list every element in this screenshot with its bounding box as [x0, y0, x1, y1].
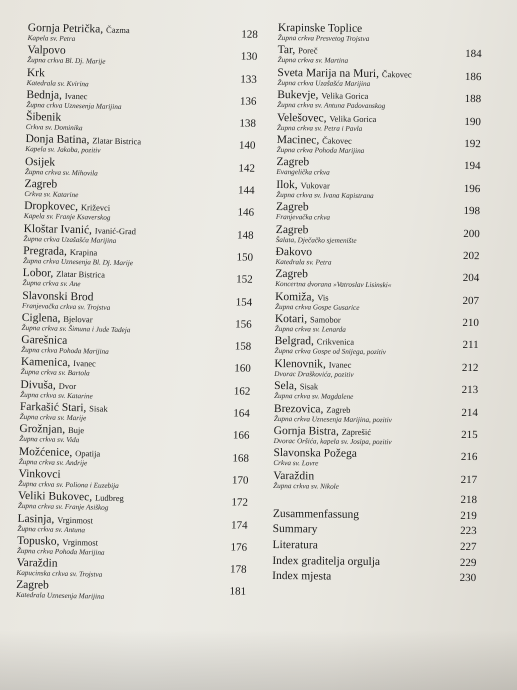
- entry-place: Sisak: [89, 403, 108, 414]
- entry-subtitle: Župna crkva sv. Bartola: [20, 368, 90, 378]
- title-separator: ,: [58, 89, 65, 102]
- entry-subtitle: Župna crkva sv. Marije: [19, 412, 87, 423]
- entry-subtitle: Župna crkva Uzašašća Marijina: [277, 78, 371, 88]
- entry-subtitle: Franjevačka crkva: [275, 213, 331, 222]
- entry-subtitle: Župna crkva sv. Mihovila: [24, 167, 98, 178]
- right-column: [272, 22, 506, 588]
- right-entry: [278, 44, 506, 69]
- entry-place: Bjelovar: [63, 313, 93, 325]
- page-number: 215: [461, 428, 478, 442]
- page-number: 217: [460, 473, 478, 486]
- entry-subtitle: Župna crkva sv. Martina: [277, 56, 349, 66]
- entry-place: Samobor: [309, 314, 341, 325]
- entry-place: Zlatar Bistrica: [92, 135, 142, 147]
- entry-title-text: Topusko: [17, 534, 57, 548]
- right-entry: [274, 358, 502, 383]
- right-entry: [277, 112, 505, 137]
- page-number: 170: [231, 474, 249, 487]
- entry-place: Čazma: [106, 24, 130, 36]
- entry-title-text: Vinkovci: [18, 467, 61, 481]
- entry-title-text: Bukevje: [277, 89, 316, 102]
- entry-subtitle: Župna crkva sv. Andrije: [18, 457, 88, 467]
- entry-title: Index mjesta: [272, 570, 332, 583]
- page-number: 174: [230, 518, 248, 532]
- right-entry: [276, 201, 504, 226]
- entry-subtitle: Župna crkva Uzašašća Marijina: [23, 234, 117, 245]
- entry-place: Križevci: [80, 202, 111, 214]
- entry-title-text: Veliki Bukovec: [17, 490, 90, 504]
- entry-subtitle: Župna crkva sv. Magdalene: [274, 392, 354, 402]
- entry-subtitle: Župna crkva sv. Šimuna i Jude Tadeja: [21, 323, 131, 335]
- entry-subtitle: Župna crkva sv. Franje Asiškog: [17, 502, 109, 513]
- page-number: 188: [464, 93, 482, 106]
- entry-subtitle: Dvorac Draškovića, pozitiv: [274, 369, 354, 379]
- title-separator: ,: [62, 424, 69, 437]
- entry-title-text: Varaždin: [16, 557, 58, 570]
- page-number: 196: [463, 182, 481, 195]
- page-number: 198: [463, 205, 481, 218]
- entry-place: Ivanec: [73, 358, 96, 369]
- entry-title-text: Zagreb: [275, 268, 308, 281]
- entry-subtitle: Franjevačka crkva sv. Trojstva: [21, 301, 111, 312]
- entry-subtitle: Župna crkva Uznesenja Marijina, pozitiv: [273, 414, 392, 424]
- title-separator: ,: [89, 223, 96, 237]
- entry-title: Zusammenfassung: [272, 507, 360, 521]
- entry-place: Krapina: [69, 246, 98, 258]
- entry-subtitle: Župna crkva Gospe Gusarice: [274, 302, 360, 312]
- entry-subtitle: Župna crkva sv. Lenarda: [274, 325, 346, 334]
- page-number: 184: [465, 48, 482, 61]
- title-separator: ,: [83, 402, 90, 415]
- entry-title-text: Tar: [277, 44, 293, 57]
- page-number: 227: [459, 540, 477, 554]
- page-number: 200: [463, 227, 480, 240]
- title-separator: ,: [51, 513, 58, 526]
- right-entry: [274, 380, 502, 405]
- title-separator: ,: [86, 134, 93, 147]
- right-entry: [278, 22, 506, 47]
- page-number: 190: [464, 115, 482, 128]
- entry-title: Literatura: [272, 538, 318, 552]
- entry-subtitle: Župna crkva Pohoda Marijina: [276, 145, 365, 155]
- title-separator: ,: [56, 535, 63, 548]
- entry-title-text: Gornja Bistra: [273, 425, 337, 438]
- page-number: 223: [460, 525, 477, 538]
- page-number: 154: [235, 295, 253, 309]
- entry-subtitle: Kapela sv. Petra: [27, 33, 76, 43]
- title-separator: ,: [335, 425, 342, 438]
- title-separator: ,: [316, 134, 323, 147]
- right-entry: [275, 313, 503, 338]
- entry-title-text: Ilok: [276, 178, 295, 191]
- entry-subtitle: Župna crkva sv. Katarine: [20, 390, 93, 401]
- page-number: 192: [464, 137, 481, 151]
- entry-subtitle: Dvorac Oršića, kapela sv. Josipa, pozitiv: [273, 437, 392, 447]
- title-separator: ,: [67, 357, 74, 370]
- entry-title-text: Zagreb: [275, 201, 309, 214]
- entry-place: Zlatar Bistrica: [56, 268, 106, 280]
- entry-subtitle: Župna crkva Uznesenja Bl. Dj. Marije: [22, 256, 134, 268]
- entry-subtitle: Župna crkva Pohoda Marijina: [16, 546, 105, 557]
- page-number: 158: [234, 340, 252, 353]
- right-entry: [277, 89, 505, 114]
- page-number: 136: [239, 95, 257, 108]
- title-separator: ,: [292, 44, 299, 57]
- title-separator: ,: [50, 267, 57, 280]
- page-number: 214: [461, 406, 478, 419]
- entry-title-text: Valpovo: [27, 44, 66, 58]
- entry-place: Velika Gorica: [321, 90, 369, 102]
- title-separator: ,: [376, 67, 382, 80]
- page-number: 172: [231, 496, 249, 509]
- entry-title-text: Ciglena: [21, 311, 58, 325]
- entry-title-text: Divuša: [20, 378, 54, 392]
- entry-subtitle: Župna crkva sv. Ivana Kapistrana: [276, 190, 374, 200]
- title-separator: ,: [89, 491, 96, 504]
- entry-subtitle: Evangelička crkva: [276, 168, 330, 177]
- right-entry: [274, 335, 502, 360]
- entry-place: Crikvenica: [316, 336, 355, 348]
- page-number: 142: [238, 162, 256, 175]
- page-number: 168: [232, 452, 250, 465]
- page-shadow: [0, 630, 517, 690]
- page-number: 146: [237, 206, 255, 220]
- entry-title-text: Gornja Petrička: [27, 22, 101, 36]
- title-separator: ,: [320, 403, 327, 416]
- right-tail-entry: [272, 570, 500, 588]
- entry-place: Dvor: [58, 380, 77, 391]
- entry-subtitle: Župna crkva sv. Antuna Padovanskog: [277, 101, 386, 111]
- entry-place: Vis: [317, 292, 329, 303]
- right-entry: [277, 134, 505, 159]
- page-number: 160: [234, 362, 251, 376]
- entry-place: Vrginmost: [62, 536, 99, 548]
- entry-subtitle: Kapela sv. Jakoba, pozitiv: [25, 145, 101, 156]
- entry-title-text: Kamenica: [20, 356, 68, 370]
- entry-title-text: Lobor: [22, 267, 51, 280]
- entry-subtitle: Župna crkva Gospe od Snijega, pozitiv: [274, 347, 386, 357]
- page-number: 152: [236, 273, 253, 287]
- entry-subtitle: Župna crkva Uznesenja Marijina: [26, 100, 122, 111]
- entry-place: Sisak: [299, 381, 319, 392]
- page-number: 144: [237, 184, 255, 197]
- page-number: 213: [461, 384, 479, 397]
- page-number: 138: [239, 117, 257, 130]
- page-number: 156: [235, 318, 252, 331]
- entry-title-text: Pregrada: [23, 244, 65, 258]
- entry-subtitle: Župna crkva Bl. Dj. Marije: [27, 56, 106, 66]
- entry-title-text: Velešovec: [276, 111, 324, 125]
- left-column: [16, 22, 266, 607]
- entry-subtitle: Župna crkva sv. Vida: [19, 435, 80, 445]
- page-number: 210: [462, 317, 479, 330]
- page-number: 186: [464, 70, 482, 83]
- page-number: 162: [233, 385, 251, 398]
- title-separator: ,: [100, 23, 107, 36]
- entry-title-text: Sela: [274, 380, 295, 393]
- title-separator: ,: [310, 335, 317, 348]
- page-number: 178: [229, 563, 247, 576]
- entry-title-text: Kotari: [274, 313, 305, 326]
- entry-subtitle: Župna crkva Pohoda Marijina: [21, 346, 109, 356]
- right-entry: [273, 447, 501, 472]
- entry-subtitle: Župna crkva sv. Ane: [22, 279, 81, 289]
- entry-subtitle: Župna crkva sv. Nikole: [273, 481, 339, 491]
- title-separator: ,: [311, 291, 318, 304]
- right-entry: [276, 179, 504, 204]
- entry-subtitle: Šalata, Dječačko sjemenište: [275, 235, 357, 245]
- left-entry: [16, 579, 254, 606]
- entry-subtitle: Katedrala Uznesenja Marijina: [15, 591, 105, 602]
- entry-place: Zaprešić: [341, 426, 372, 438]
- entry-subtitle: Katedrala sv. Kvirina: [26, 78, 89, 88]
- entry-title-text: Varaždin: [273, 469, 315, 483]
- page-number: 166: [232, 429, 250, 443]
- entry-place: Čakovec: [381, 68, 412, 80]
- entry-place: Velika Gorica: [329, 113, 377, 124]
- page-number: 202: [462, 249, 480, 263]
- entry-title-text: Brezovica: [273, 402, 321, 416]
- entry-title-text: Klenovnik: [274, 357, 324, 371]
- page-number: 216: [460, 451, 478, 464]
- entry-place: Vukovar: [300, 179, 330, 191]
- entry-place: Opatija: [75, 447, 101, 459]
- entry-subtitle: Župna crkva sv. Petra i Pavla: [276, 123, 363, 133]
- entry-place: Ivanec: [328, 359, 352, 370]
- title-separator: ,: [52, 379, 59, 392]
- entry-title-text: Đakovo: [275, 245, 313, 259]
- entry-title: Summary: [272, 523, 318, 536]
- right-entry: [275, 268, 503, 293]
- entry-subtitle: Župna crkva sv. Poliona i Euzebija: [18, 479, 119, 490]
- entry-subtitle: Koncertna dvorana »Vatroslav Lisinski«: [275, 280, 392, 290]
- entry-title-text: Krapinske Toplice: [277, 22, 363, 35]
- page-number: 133: [240, 73, 257, 86]
- title-separator: ,: [63, 245, 70, 258]
- entry-title-text: Garešnica: [21, 334, 68, 348]
- entry-title-text: Zagreb: [276, 156, 310, 169]
- entry-title-text: Belgrad: [274, 335, 312, 348]
- entry-subtitle: Crkva sv. Lovre: [273, 459, 319, 468]
- entry-title-text: Zagreb: [16, 579, 49, 592]
- entry-title-text: Sveta Marija na Muri: [277, 66, 377, 80]
- title-separator: ,: [293, 380, 300, 393]
- right-entry: [277, 67, 505, 92]
- entry-title-text: Grožnjan: [19, 423, 63, 437]
- page-number: 150: [236, 251, 254, 264]
- page-number: 164: [233, 407, 250, 420]
- right-entry: [276, 156, 504, 181]
- title-separator: ,: [69, 446, 76, 459]
- entry-place: Ivanić-Grad: [94, 225, 137, 236]
- right-entry: [275, 291, 503, 316]
- entry-place: Vrginmost: [57, 514, 94, 525]
- entry-subtitle: Župna crkva Presvetog Trojstva: [277, 33, 370, 43]
- entry-title-text: Bednja: [26, 88, 60, 102]
- title-separator: ,: [294, 178, 301, 191]
- entry-title-text: Donja Batina: [25, 133, 87, 147]
- title-separator: ,: [322, 358, 329, 371]
- page-number: 212: [461, 361, 479, 374]
- entry-title-text: Lasinja: [17, 512, 52, 526]
- right-entry: [275, 246, 503, 271]
- page-number: 130: [240, 50, 258, 64]
- page-number: 194: [463, 160, 481, 173]
- entry-title-text: Macinec: [276, 133, 317, 147]
- entry-title-text: Slavonska Požega: [273, 447, 357, 461]
- page-number: 211: [462, 339, 479, 352]
- entry-subtitle: Kapela sv. Franje Ksaverskog: [23, 212, 111, 223]
- right-entry: [276, 224, 504, 249]
- entry-title-text: Krk: [26, 66, 45, 79]
- entry-place: Čakovec: [322, 135, 352, 146]
- entry-title-text: Dropkovec: [24, 200, 76, 214]
- entry-place: Poreč: [298, 45, 318, 56]
- entry-title-text: Slavonski Brod: [22, 289, 94, 303]
- entry-place: Zagreb: [326, 404, 351, 415]
- right-entry: [274, 425, 502, 450]
- page-number: 140: [238, 139, 256, 153]
- title-separator: ,: [75, 201, 82, 214]
- page-number: 128: [241, 28, 258, 41]
- entry-title-text: Osijek: [24, 155, 56, 169]
- title-separator: ,: [315, 89, 322, 102]
- entry-title-text: Komiža: [275, 290, 312, 304]
- entry-subtitle: Katedrala sv. Petra: [275, 257, 332, 267]
- entry-title-text: Farkašić Stari: [19, 400, 84, 415]
- title-separator: ,: [304, 313, 311, 326]
- page-number: 176: [230, 541, 248, 554]
- entry-title-text: Zagreb: [275, 223, 309, 236]
- entry-place: Ivanec: [64, 90, 88, 102]
- title-separator: ,: [323, 112, 330, 125]
- entry-title-text: Možćenice: [18, 445, 70, 459]
- entry-subtitle: Župna crkva sv. Antuna: [17, 524, 86, 534]
- page-number: 230: [459, 572, 477, 585]
- entry-title-text: Kloštar Ivanić: [23, 222, 90, 236]
- entry-title: Index graditelja orgulja: [272, 554, 381, 568]
- page-number: 207: [462, 294, 480, 307]
- page-number: 218: [460, 494, 478, 507]
- entry-subtitle: Crkva sv. Dominika: [25, 123, 83, 133]
- page-number: 148: [236, 229, 254, 242]
- right-entry: [274, 403, 502, 428]
- page-number: 229: [459, 556, 477, 569]
- title-separator: ,: [57, 312, 64, 325]
- entry-place: Buje: [67, 425, 85, 436]
- entry-subtitle: Kapucinska crkva sv. Trojstva: [16, 569, 103, 579]
- page-number: 204: [462, 272, 480, 285]
- page-number: 181: [229, 585, 247, 599]
- entry-place: Ludbreg: [94, 492, 124, 504]
- entry-title-text: Zagreb: [24, 178, 58, 191]
- entry-title-text: Šibenik: [25, 111, 62, 124]
- page-number: 219: [460, 509, 477, 522]
- right-entry: [273, 470, 501, 495]
- entry-subtitle: Crkva sv. Katarine: [24, 190, 79, 200]
